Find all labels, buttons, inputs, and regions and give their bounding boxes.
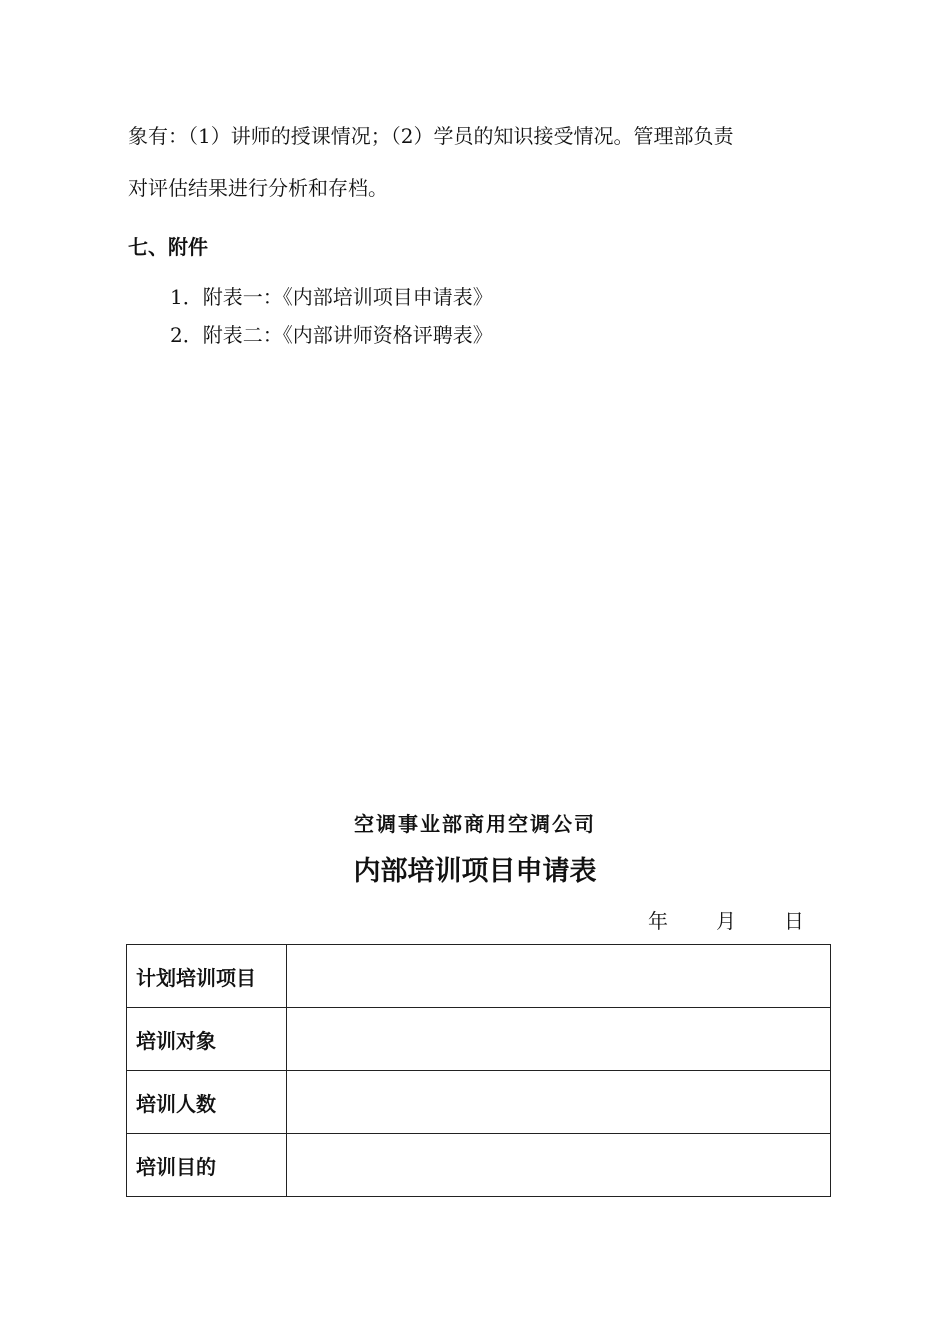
form-title: 内部培训项目申请表 — [353, 856, 597, 887]
date-month-label: 月 — [716, 909, 736, 933]
row-label: 培训对象 — [127, 1008, 287, 1071]
row-label: 培训目的 — [127, 1134, 287, 1197]
table-row — [127, 1008, 831, 1071]
row-label: 培训人数 — [127, 1071, 287, 1134]
row-value-field[interactable] — [287, 1134, 831, 1197]
row-value-field[interactable] — [287, 1008, 831, 1071]
company-name: 空调事业部商用空调公司 — [354, 812, 596, 836]
table-row — [127, 1071, 831, 1134]
row-label: 计划培训项目 — [127, 945, 287, 1008]
application-form-table — [126, 944, 831, 1197]
section-heading: 七、附件 — [128, 235, 208, 259]
date-year-label: 年 — [648, 909, 668, 933]
date-row — [648, 907, 804, 935]
row-value-field[interactable] — [287, 1071, 831, 1134]
date-day-label: 日 — [784, 909, 804, 933]
table-row — [127, 945, 831, 1008]
paragraph-line: 象有：（1）讲师的授课情况；（2）学员的知识接受情况。管理部负责 — [128, 124, 734, 148]
paragraph-line: 对评估结果进行分析和存档。 — [128, 176, 388, 200]
attachment-item: 2．附表二：《内部讲师资格评聘表》 — [170, 323, 493, 347]
attachment-list — [170, 283, 493, 359]
attachment-item: 1．附表一：《内部培训项目申请表》 — [170, 285, 493, 309]
row-value-field[interactable] — [287, 945, 831, 1008]
table-row — [127, 1134, 831, 1197]
